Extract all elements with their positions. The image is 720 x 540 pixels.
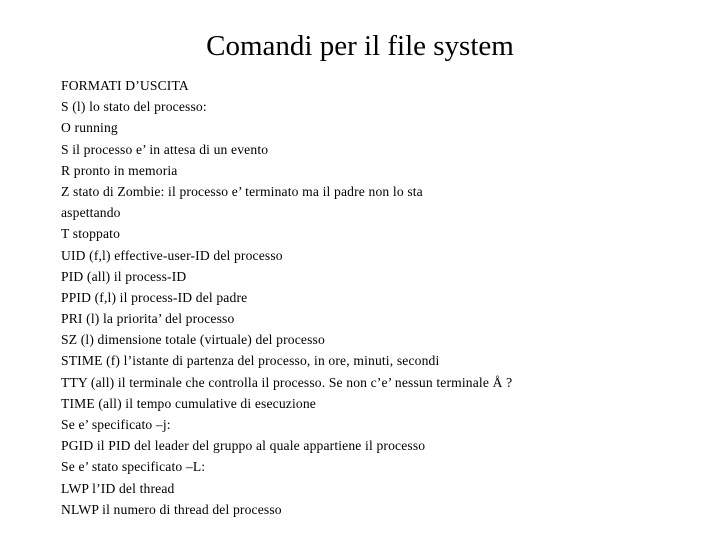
body-line: UID (f,l) effective-user-ID del processo	[61, 247, 283, 263]
body-line: S il processo e’ in attesa di un evento	[61, 141, 269, 157]
body-line: T stoppato	[61, 226, 121, 242]
body-line: Se e’ specificato –j:	[61, 417, 171, 432]
body-line: PPID (f,l) il process-ID del padre	[61, 289, 248, 305]
body-line: TIME (all) il tempo cumulative di esecuzione	[61, 395, 316, 411]
body-line: R pronto in memoria	[61, 162, 178, 178]
body-line: O running	[61, 120, 118, 136]
body-line: NLWP il numero di thread del processo	[61, 501, 282, 517]
body-line: aspettando	[61, 205, 121, 221]
slide-title: Comandi per il file system	[206, 30, 514, 62]
slide-body	[61, 75, 701, 520]
body-line: Se e’ stato specificato –L:	[61, 459, 206, 475]
body-line: Z stato di Zombie: il processo e’ terminato ma il padre non lo sta	[61, 183, 423, 199]
body-line: PGID il PID del leader del gruppo al quale appartiene il processo	[61, 438, 426, 454]
body-line: S (l) lo stato del processo:	[61, 99, 207, 115]
body-line: SZ (l) dimensione totale (virtuale) del processo	[61, 332, 325, 348]
body-line: TTY (all) il terminale che controlla il processo. Se non c’e’ nessun terminale Å ?	[61, 374, 513, 390]
body-line: LWP l’ID del thread	[61, 480, 175, 496]
body-line: PRI (l) la priorita’ del processo	[61, 311, 235, 327]
body-line: PID (all) il process-ID	[61, 268, 187, 284]
body-line: FORMATI D’USCITA	[61, 78, 189, 93]
body-line: STIME (f) l’istante di partenza del processo, in ore, minuti, secondi	[61, 353, 440, 369]
